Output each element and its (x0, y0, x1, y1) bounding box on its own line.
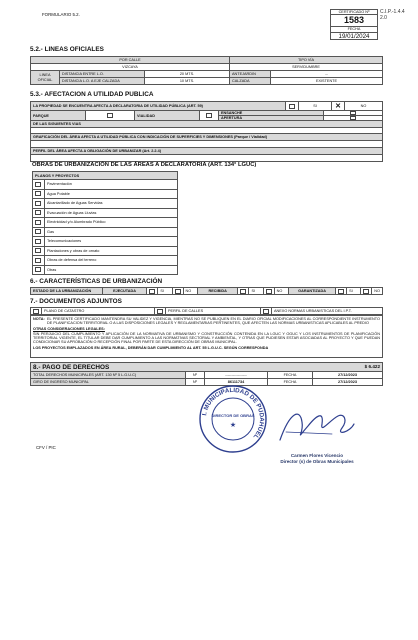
obra-item: Telecomunicaciones (45, 237, 178, 247)
stamp-inner-ring (212, 398, 254, 440)
dist-eje-label: DISTANCIA L.O. A EJE CALZADA (60, 78, 145, 85)
cert-number: 1583 (331, 15, 377, 27)
grafica-label: GRAFICACIÓN DEL ÁREA AFECTA A UTILIDAD PÚBLICA CON INDICACIÓN DE SUPERFICIES Y DIMENSIONES (Parque / Vialidad) (31, 134, 383, 141)
antejardin-label: ANTEJARDIN (230, 71, 271, 78)
nota-text: EL PRESENTE CERTIFICADO MANTENDRA SU VALIDEZ Y VIGENCIA, MIENTRAS NO SE PUBLIQUEN EN EL DIARIO OFICIAL MODIFICACIONES AL CORRESPONDIENTE INSTRUMENTO DE PLANIFICACION TERRITORIAL O A LAS DISPOSICIONES LEGALES Y REGLAMENTARIAS PERTINENTES, QUE AFECTEN LAS NORMAS URBANISTICAS APLICABLES AL PREDIO (47, 317, 380, 326)
obra-item: Obras de defensa del terreno (45, 256, 178, 266)
checkbox-garantizada-si[interactable] (338, 289, 344, 294)
linea-oficial-label (31, 71, 60, 85)
obras-table (32, 171, 178, 275)
checkbox-obra[interactable] (35, 258, 41, 263)
dist-entre-value: 20 MTS. (145, 71, 230, 78)
cert-code-sub: 2.0 (380, 14, 387, 21)
fecha-label: FECHA (331, 27, 377, 32)
section-caracteristicas-title: 6.- CARACTERÍSTICAS DE URBANIZACIÓN (30, 278, 163, 285)
checkbox-ejecutada-si[interactable] (149, 289, 155, 294)
obra-item: Pavimentación (45, 180, 178, 190)
checkbox-obra[interactable] (35, 182, 41, 187)
rural-text: LOS PROYECTOS EMPLAZADOS EN ÁREA RURAL, DEBERÁN DAR CUMPLIMIENTO AL ART. 55 L.G.U.C. SEGÚN CORRESPONDA (33, 346, 269, 351)
section-afectacion-title: 5.3.- AFECTACION A UTILIDAD PUBLICA (30, 91, 154, 98)
giro-fecha-label: FECHA (268, 379, 313, 386)
calle-value: VIZCAYA (31, 64, 230, 71)
checkbox-anexo[interactable] (263, 309, 269, 314)
garantizada-label: GARANTIZADA (289, 288, 336, 295)
checkbox-obra[interactable] (35, 248, 41, 253)
stamp-outer-ring (200, 386, 266, 452)
ensanche-label: ENSANCHE (219, 111, 324, 116)
checkbox-parque[interactable] (107, 113, 113, 118)
por-calle-header: POR CALLE (31, 57, 230, 64)
total-fecha-label: FECHA (268, 372, 313, 379)
ejecutada-label: EJECUTADA (102, 288, 147, 295)
checkbox-obra[interactable] (35, 191, 41, 196)
form-title: FORMULARIO 5.2. (42, 12, 80, 17)
checkbox-obra[interactable] (35, 239, 41, 244)
section-lineas-title: 5.2.- LINEAS OFICIALES (30, 46, 104, 53)
lineas-table (30, 56, 383, 85)
tipo-via-header: TIPO VÍA (230, 57, 383, 64)
documentos-table (30, 307, 383, 315)
section-documentos-title: 7.- DOCUMENTOS ADJUNTOS (30, 298, 122, 305)
caracteristicas-table (30, 287, 383, 295)
obra-item: Electricidad y/o Alumbrado Público (45, 218, 178, 228)
footer-initials: CFV / PIC (36, 445, 56, 450)
vialidad-label: VIALIDAD (135, 111, 200, 121)
calzada-value: EXISTENTE (271, 78, 383, 85)
obra-item: Agua Potable (45, 189, 178, 199)
giro-fecha: 27/12/2023 (313, 379, 383, 386)
recibida-si: SI (249, 288, 263, 295)
checkbox-obra[interactable] (35, 201, 41, 206)
stamp-outer-text: I. MUNICIPALIDAD DE PUDAHUEL (201, 386, 266, 441)
obra-item: Otras (45, 265, 178, 275)
total-fecha: 27/12/2023 (313, 372, 383, 379)
obras-header: PLANOS Y PROYECTOS (33, 172, 178, 180)
garantizada-no: NO (372, 288, 383, 295)
afectacion-types-table (30, 110, 383, 162)
parque-label: PARQUE (31, 111, 86, 121)
tipo-via-value: SERVIDUMBRE (230, 64, 383, 71)
giro-label: GIRO DE INGRESO MUNICIPAL (31, 379, 186, 386)
calzada-label: CALZADA (230, 78, 271, 85)
obra-item: Evacuación de Aguas Lluvias (45, 208, 178, 218)
obras-title: OBRAS DE URBANIZACIÓN DE LAS ÁREAS A DECLARATORIA (ART. 134° LGUC) (32, 162, 257, 168)
de-las-vias-label: DE LAS SIGUIENTES VIAS (31, 121, 383, 128)
estado-label: ESTADO DE LA URBANIZACIÓN (31, 288, 103, 295)
apertura-label: APERTURA (219, 116, 324, 121)
no-label: NO (345, 102, 383, 111)
otras-title: OTRAS CONSIDERACIONES LEGALES: (33, 327, 105, 332)
total-label: TOTAL DERECHOS MUNICIPALES (ART. 130 Nº 5 L.G.U.C) (31, 372, 186, 379)
otras-text: SIN PERJUICIO DEL CUMPLIMIENTO Y APLICACIÓN DE LA NORMATIVA DE URBANISMO Y CONSTRUCCIÓN CONTENIDA EN LA LGUC Y OGUC Y LOS INSTRUMENTOS DE PLANIFICACIÓN TERRITORIAL VIGENTE, EL TITULAR DEBE DAR CUMPLIMIENTO A LAS NORMATIVAS SECTORIAL Y AMBIENTAL, Y OTRAS QUE PUDIESEN ESTAR ASOCIADAS AL PROYECTO Y QUE PUEDAN CONDICIONAR SU APROBACIÓN O RECEPCIÓN FINAL POR PARTE DE ESTA DIRECCIÓN DE OBRAS MUNICIPAL. (33, 331, 380, 345)
stamp-inner-text: DIRECTOR DE OBRAS (211, 413, 255, 418)
cert-code (380, 10, 405, 21)
giro-n: Nº (186, 379, 205, 386)
total-num: ----------------- (205, 372, 268, 379)
checkbox-si[interactable] (289, 104, 295, 109)
checkbox-recibida-no[interactable] (266, 289, 272, 294)
checkbox-vialidad[interactable] (206, 113, 212, 118)
signer-name: Carmen Flores Vicencio (290, 453, 344, 458)
garantizada-si: SI (347, 288, 361, 295)
total-n: Nº (186, 372, 205, 379)
checkbox-ensanche[interactable] (350, 111, 356, 115)
dist-entre-label: DISTANCIA ENTRE L.O. (60, 71, 145, 78)
checkbox-obra[interactable] (35, 210, 41, 215)
pago-title: 8.- PAGO DE DERECHOS (33, 363, 110, 371)
cert-code-text: C.I.P.-1.4.4 (380, 9, 405, 15)
recibida-label: RECIBIDA (197, 288, 238, 295)
pago-amount: $ 6.422 (364, 363, 380, 369)
perfil-label: PERFIL DEL ÁREA AFECTA A OBLIGACIÓN DE URBANIZAR (Art. 2.2.4) (31, 148, 383, 155)
obra-item: Plantaciones y obras de ornato (45, 246, 178, 256)
oficial-word: OFICIAL (37, 77, 53, 82)
checkbox-plano[interactable] (33, 309, 39, 314)
recibida-no: NO (274, 288, 288, 295)
afectacion-question: LA PROPIEDAD SE ENCUENTRA AFECTA A DECLARATORIA DE UTILIDAD PÚBLICA (ART. 59) (31, 102, 286, 111)
perfil-value (31, 155, 383, 162)
giro-num: 86111734 (205, 379, 268, 386)
checkbox-apertura[interactable] (350, 116, 356, 120)
checkbox-obra[interactable] (35, 267, 41, 272)
pago-table (30, 362, 383, 386)
cert-date: 19/01/2024 (338, 32, 370, 40)
dist-eje-value: 10 MTS. (145, 78, 230, 85)
checkbox-perfil[interactable] (157, 309, 163, 314)
checkbox-recibida-si[interactable] (240, 289, 246, 294)
checkbox-garantizada-no[interactable] (363, 289, 369, 294)
checkbox-obra[interactable] (35, 229, 41, 234)
obra-item: Alcantarillado de Aguas Servidas (45, 199, 178, 209)
signature-scribble (272, 402, 358, 448)
anexo-label: ANEXO NORMAS URBANISTICAS DEL I.P.T. (272, 308, 383, 315)
antejardin-value: -- (271, 71, 383, 78)
linea-word: LINEA (39, 73, 51, 78)
nota-row (33, 317, 380, 326)
pago-title-cell (31, 363, 383, 372)
signer-role: Director (s) de Obras Municipales (280, 459, 354, 464)
notas-box (30, 315, 383, 358)
obra-item: Gas (45, 227, 178, 237)
certificate-box (330, 9, 378, 40)
ejecutada-no: NO (183, 288, 197, 295)
nota-label: NOTA: (33, 317, 45, 321)
municipal-stamp (198, 384, 268, 454)
cert-label: CERTIFICADO Nº (331, 10, 377, 15)
ejecutada-si: SI (158, 288, 172, 295)
grafica-value (31, 141, 383, 148)
perfil-calles-label: PERFIL DE CALLES (166, 308, 261, 315)
checkbox-no-checked[interactable]: ✕ (332, 102, 345, 111)
si-label: SI (299, 102, 332, 111)
stamp-star-icon: ★ (229, 421, 237, 429)
checkbox-ejecutada-no[interactable] (175, 289, 181, 294)
checkbox-obra[interactable] (35, 220, 41, 225)
plano-label: PLANO DE CATASTRO (42, 308, 155, 315)
